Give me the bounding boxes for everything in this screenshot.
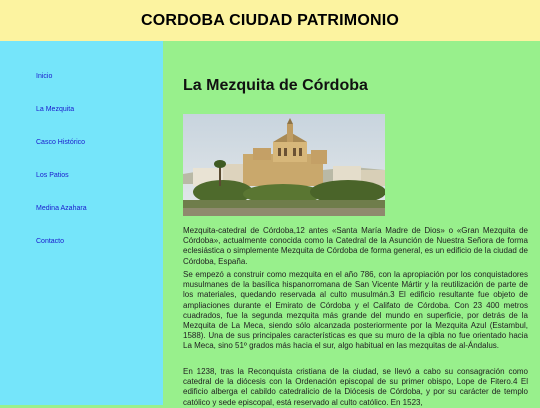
sidebar-nav xyxy=(0,41,163,405)
nav-link-inicio[interactable]: Inicio xyxy=(36,73,53,80)
page-heading: La Mezquita de Córdoba xyxy=(183,77,368,94)
nav-link-los-patios[interactable]: Los Patios xyxy=(36,172,69,179)
mezquita-photo xyxy=(183,114,385,216)
site-header xyxy=(0,0,540,41)
main-content xyxy=(163,41,540,405)
nav-link-la-mezquita[interactable]: La Mezquita xyxy=(36,106,75,113)
nav-link-contacto[interactable]: Contacto xyxy=(36,238,65,245)
site-title: CORDOBA CIUDAD PATRIMONIO xyxy=(140,11,400,29)
nav-link-medina-azahara[interactable]: Medina Azahara xyxy=(36,205,87,212)
paragraph-intro: Mezquita-catedral de Córdoba,12 antes «Santa María Madre de Dios» o «Gran Mezquita de Córdoba», actualmente conocida como la Catedral de la Asunción de Nuestra Señora de forma eclesiástica o simplemente Mezquita de Córdoba de forma general, es un edificio de la ciudad de Córdoba, España. xyxy=(183,226,528,266)
paragraph-reconquest: En 1238, tras la Reconquista cristiana de la ciudad, se llevó a cabo su consagración como catedral de la diócesis con la Ordenación episcopal de su primer obispo, Lope de Fitero.4 El edificio alberga el cabildo catedralicio de la Diócesis de Córdoba, y por su carácter de templo católico y sede episcopal, está reservado al culto católico. En 1523, xyxy=(183,367,528,407)
paragraph-history: Se empezó a construir como mezquita en el año 786, con la apropiación por los conquistadores musulmanes de la basílica hispanorromana de San Vicente Mártir y la reutilización de parte de los materiales, quedando reservada al culto musulmán.3 El edificio resultante fue objeto de ampliaciones durante el Emirato de Córdoba y el Califato de Córdoba. Con 23 400 metros cuadrados, fue la segunda mezquita más grande del mundo en superficie, por detrás de la Mezquita de La Meca, siendo sólo alcanzada posteriormente por la Mezquita Azul (Estambul, 1588). Una de sus principales características es que su muro de la qibla no fue orientado hacia La Meca, sino 51º grados más hacia el sur, algo habitual en las mezquitas de al-Ándalus. xyxy=(183,270,528,351)
mezquita-photo-illustration xyxy=(183,114,385,216)
nav-link-casco-historico[interactable]: Casco Histórico xyxy=(36,139,86,146)
